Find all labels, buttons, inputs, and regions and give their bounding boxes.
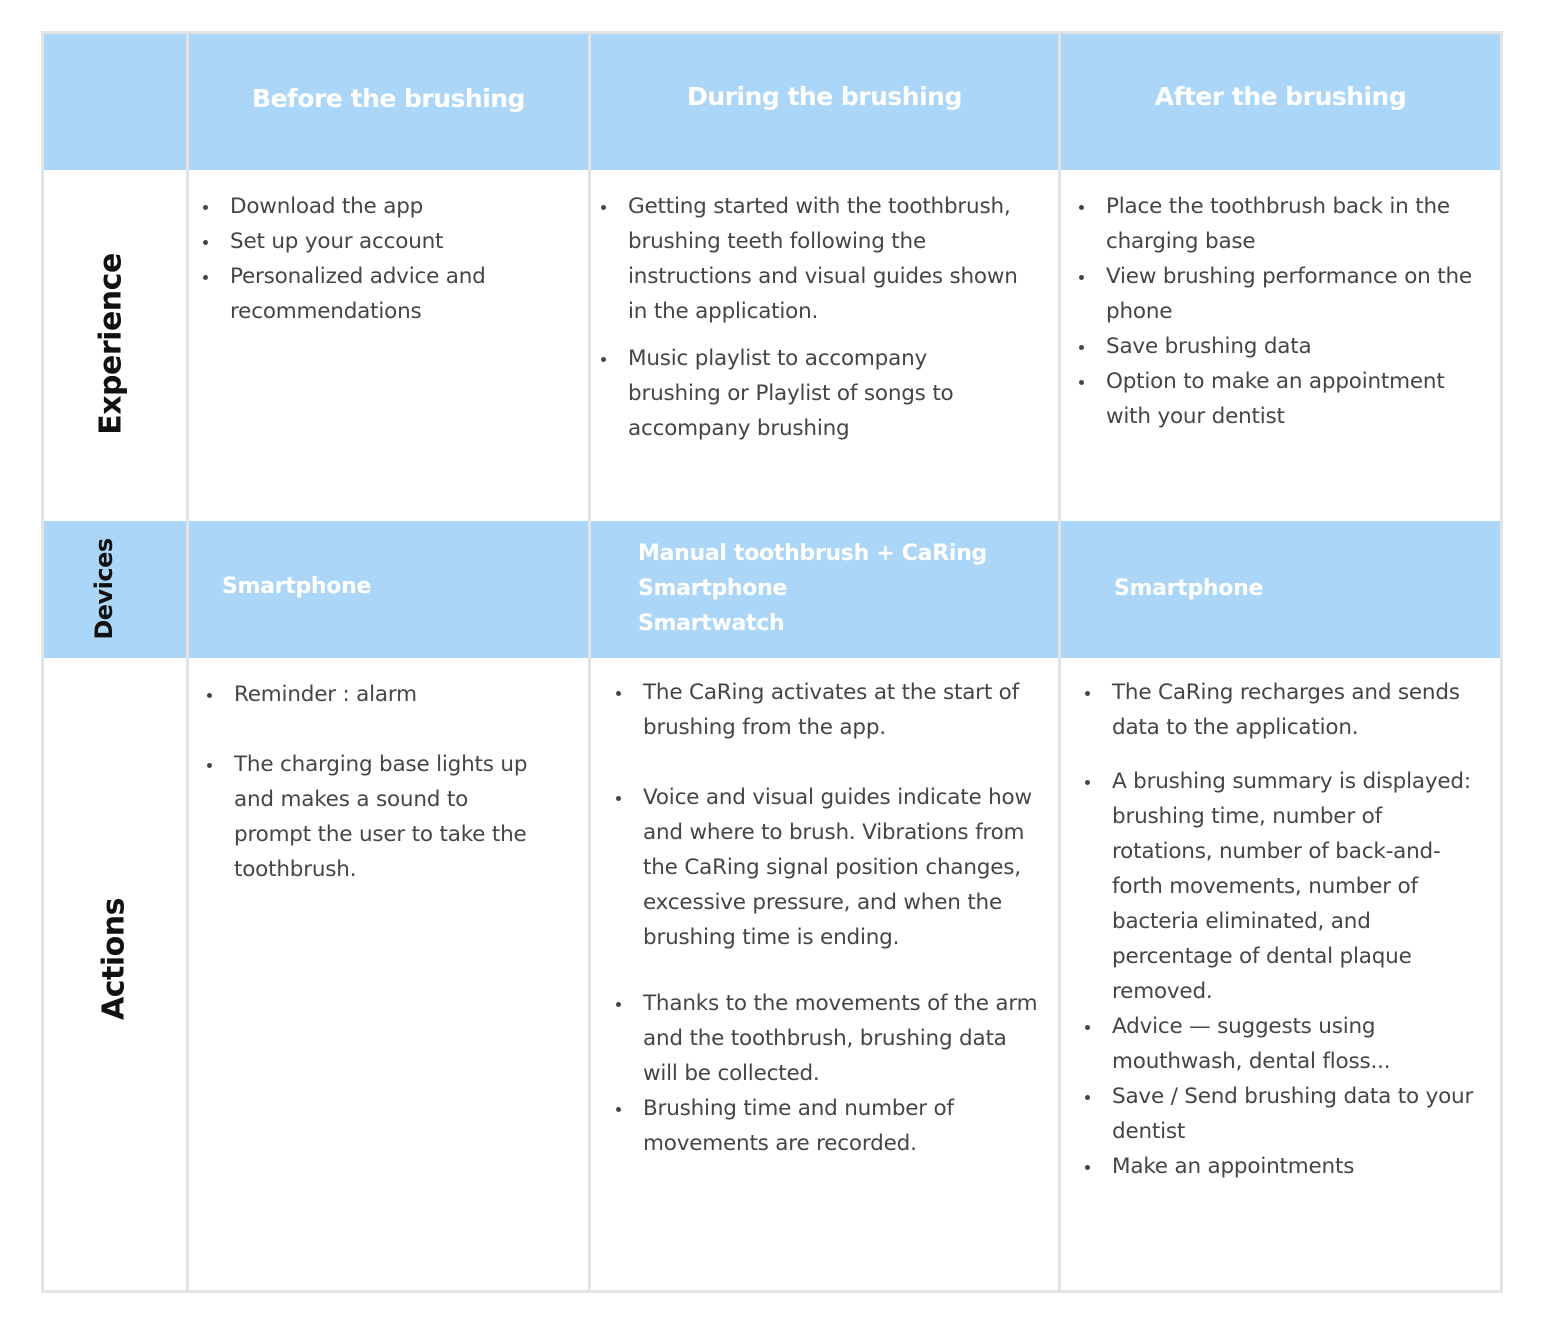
column-header-during: During the brushing — [687, 82, 962, 111]
device-label: Smartphone — [222, 574, 372, 599]
list-item: Music playlist to accompany brushing or Playlist of songs to accompany brushing — [628, 341, 1018, 446]
device-label: Smartphone — [638, 576, 788, 601]
devices-before — [222, 569, 371, 604]
device-label: Smartwatch — [638, 611, 785, 636]
list-item: Set up your account — [230, 224, 550, 259]
experience-during-list — [628, 189, 1018, 446]
column-divider — [588, 34, 591, 1290]
column-divider — [1058, 34, 1061, 1290]
list-item: Download the app — [230, 189, 550, 224]
devices-during — [638, 536, 987, 641]
actions-after-list — [1112, 675, 1484, 1184]
device-label: Smartphone — [1114, 576, 1264, 601]
row-label-devices: Devices — [90, 538, 118, 640]
list-item: The charging base lights up and makes a sound to prompt the user to take the toothbrush. — [234, 747, 534, 887]
list-item: Place the toothbrush back in the charging base — [1106, 189, 1491, 259]
list-item: Thanks to the movements of the arm and the toothbrush, brushing data will be collected. — [643, 986, 1043, 1091]
list-item: Make an appointments — [1112, 1149, 1484, 1184]
list-item: Reminder : alarm — [234, 677, 534, 712]
list-item: The CaRing recharges and sends data to the application. — [1112, 675, 1484, 745]
list-item: Save / Send brushing data to your dentist — [1112, 1079, 1484, 1149]
devices-after — [1114, 571, 1263, 606]
experience-after-list — [1106, 189, 1491, 434]
list-item: Personalized advice and recommendations — [230, 259, 550, 329]
actions-before-list — [234, 677, 534, 887]
list-item: View brushing performance on the phone — [1106, 259, 1491, 329]
list-item: Advice — suggests using mouthwash, dental floss... — [1112, 1009, 1484, 1079]
row-label-experience: Experience — [93, 253, 129, 435]
experience-before-list — [230, 189, 550, 329]
column-header-after: After the brushing — [1154, 82, 1407, 111]
list-item: Getting started with the toothbrush, brushing teeth following the instructions and visual guides shown in the application. — [628, 189, 1018, 329]
list-item: A brushing summary is displayed: brushing time, number of rotations, number of back-and-forth movements, number of bacteria eliminated, and percentage of dental plaque removed. — [1112, 764, 1484, 1009]
column-header-before: Before the brushing — [252, 84, 525, 113]
device-label: Manual toothbrush + CaRing — [638, 541, 987, 566]
list-item: Brushing time and number of movements are recorded. — [643, 1091, 1043, 1161]
list-item: Option to make an appointment with your dentist — [1106, 364, 1491, 434]
list-item: Save brushing data — [1106, 329, 1491, 364]
journey-table — [41, 31, 1503, 1293]
list-item: Voice and visual guides indicate how and where to brush. Vibrations from the CaRing signal position changes, excessive pressure, and when the brushing time is ending. — [643, 780, 1043, 955]
row-label-actions: Actions — [96, 898, 132, 1020]
list-item: The CaRing activates at the start of brushing from the app. — [643, 675, 1043, 745]
column-divider — [186, 34, 189, 1290]
actions-during-list — [643, 675, 1043, 1161]
